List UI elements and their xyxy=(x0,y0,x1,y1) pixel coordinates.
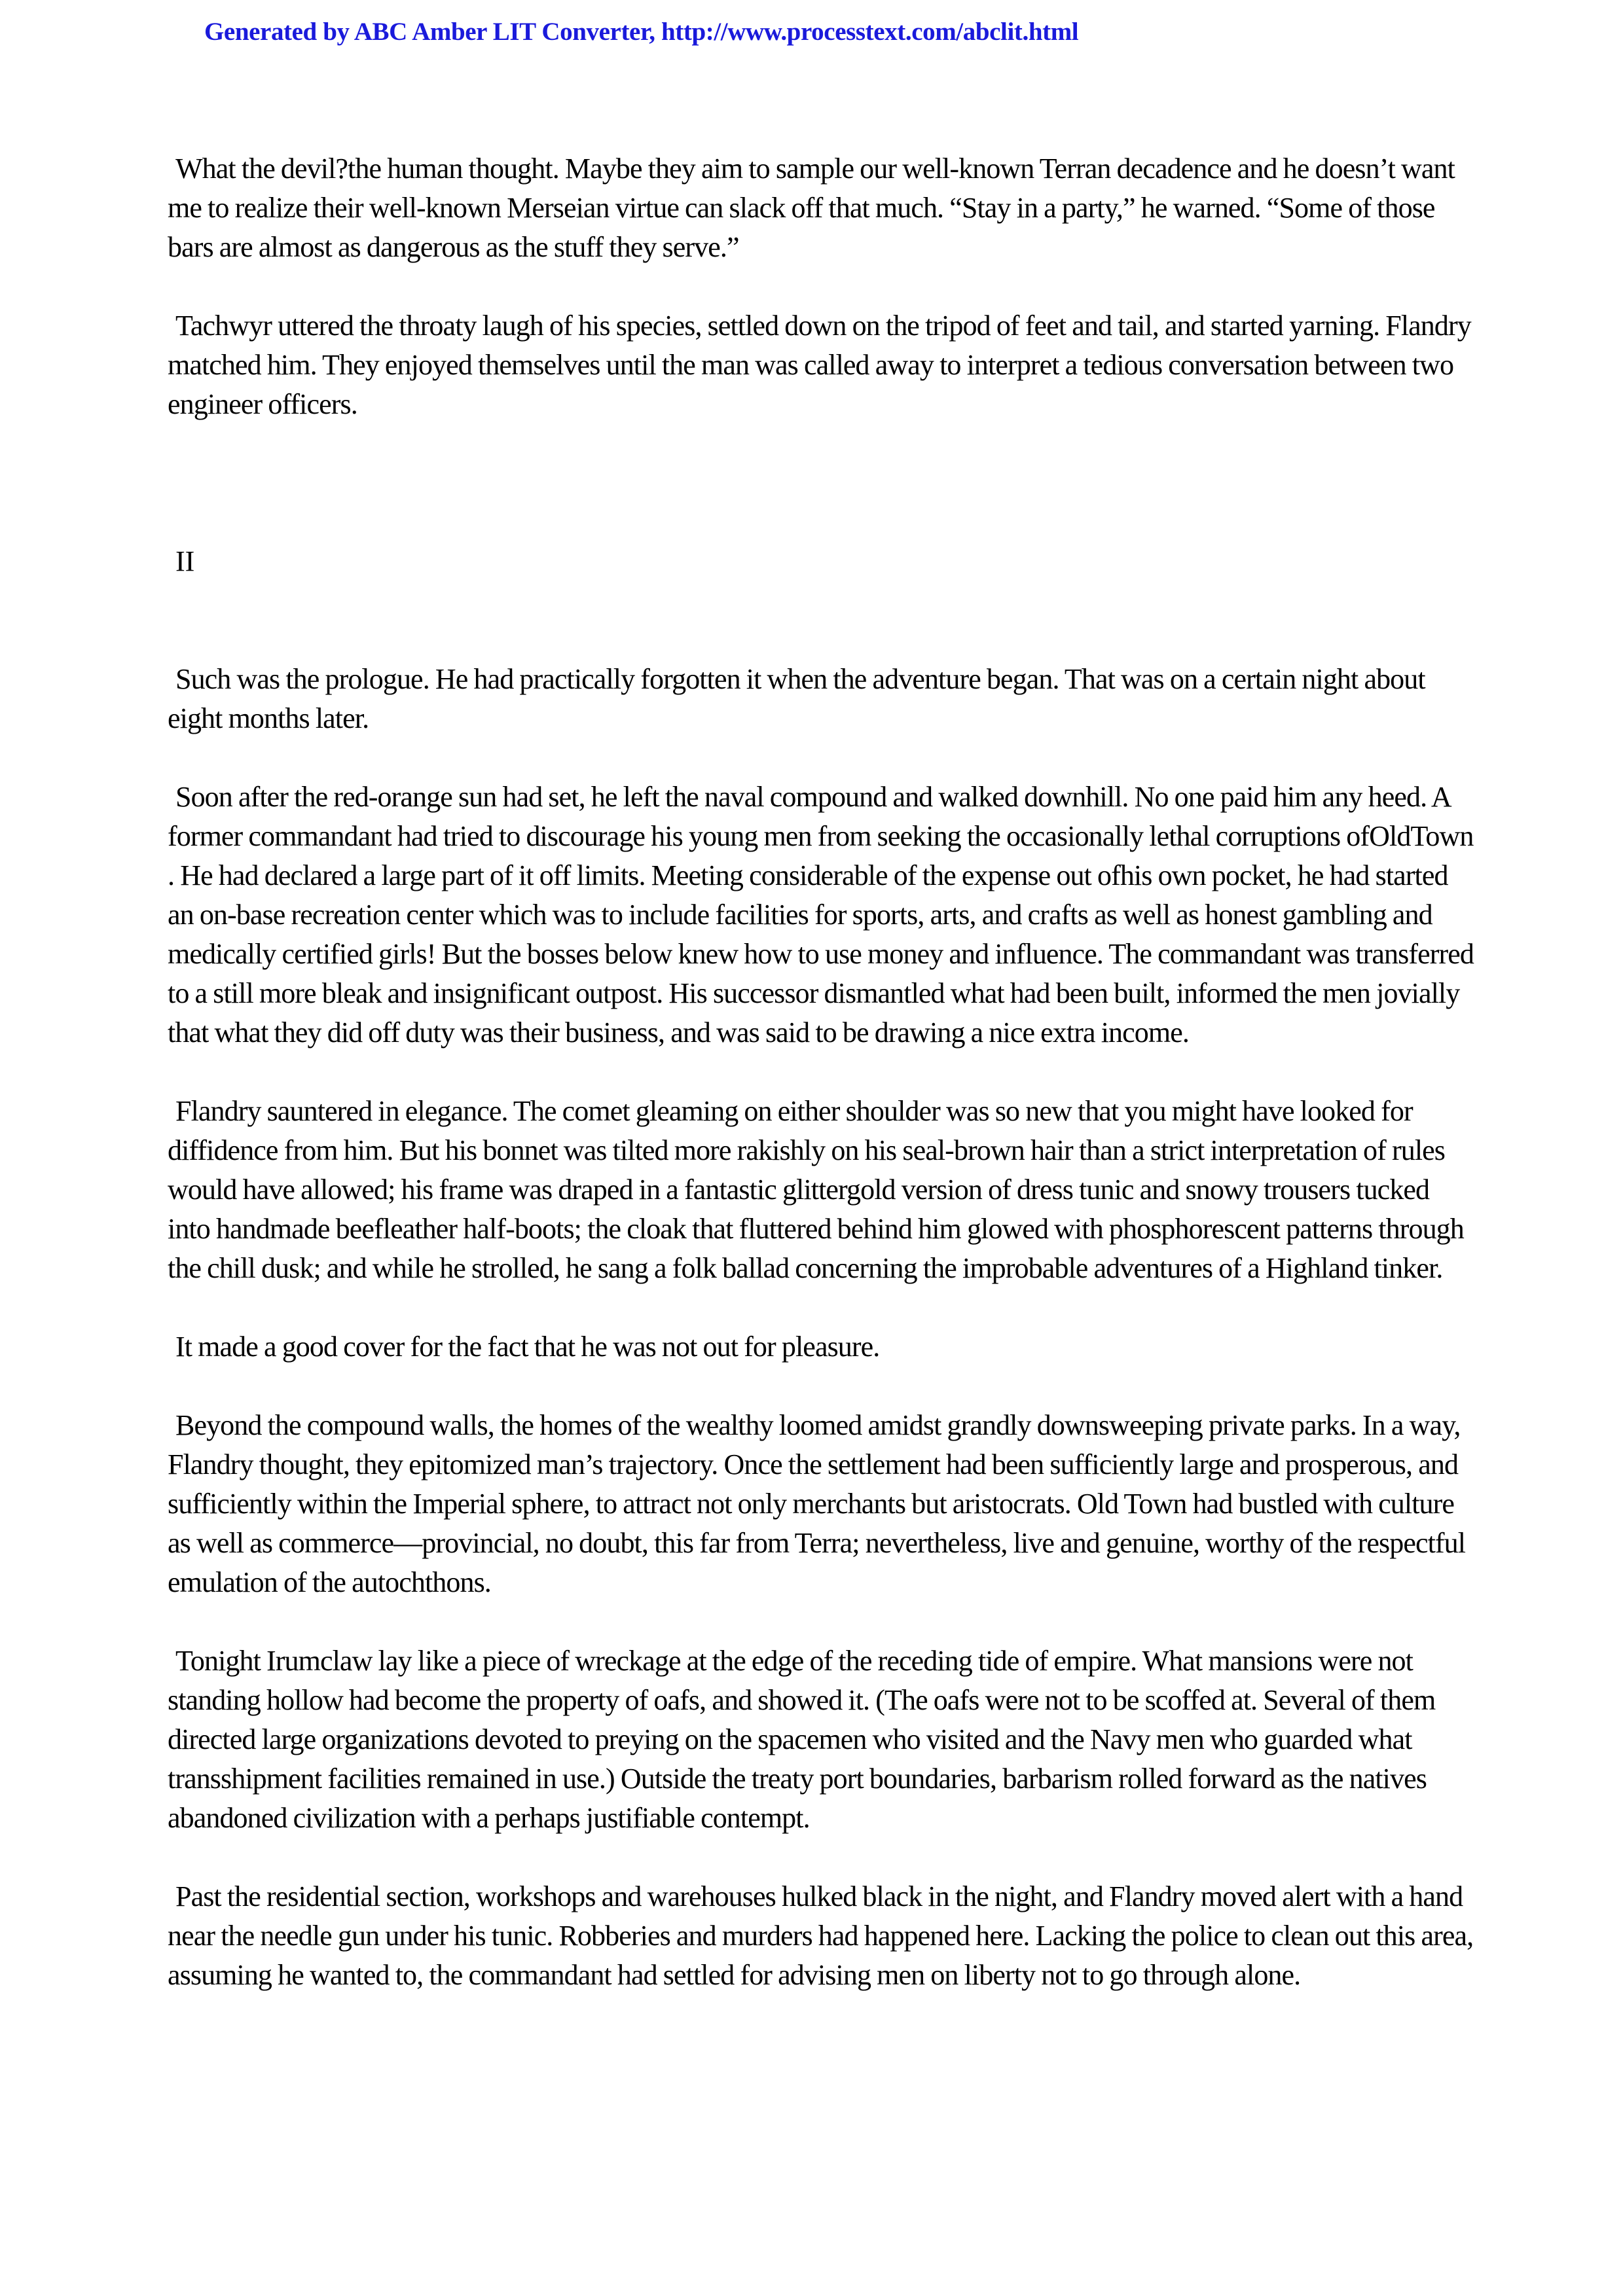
paragraph: What the devil?the human thought. Maybe they aim to sample our well-known Terran decadence and he doesn’t want me to realize their well-known Merseian virtue can slack off that much. “Stay in a party,” he warned. “Some of those bars are almost as dangerous as the stuff they serve.” xyxy=(168,152,1455,263)
paragraph: Beyond the compound walls, the homes of the wealthy loomed amidst grandly downsweeping private parks. In a way, Flandry thought, they epitomized man’s trajectory. Once the settlement had been sufficiently large and prosperous, and sufficiently within the Imperial sphere, to attract not only merchants but aristocrats. Old Town had bustled with culture as well as commerce—provincial, no doubt, this far from Terra; nevertheless, live and genuine, worthy of the respectful emulation of the autochthons. xyxy=(168,1409,1466,1598)
paragraph: Tonight Irumclaw lay like a piece of wreckage at the edge of the receding tide of empire. What mansions were not standing hollow had become the property of oafs, and showed it. (The oafs were not to be scoffed at. Several of them directed large organizations devoted to preying on the spacemen who visited and the Navy men who guarded what transshipment facilities remained in use.) Outside the treaty port boundaries, barbarism rolled forward as the natives abandoned civilization with a perhaps justifiable contempt. xyxy=(168,1645,1436,1834)
paragraph: Soon after the red-orange sun had set, he left the naval compound and walked downhill. No one paid him any heed. A former commandant had tried to discourage his young men from seeking the occasionally lethal corruptions ofOldTown . He had declared a large part of it off limits. Meeting considerable of the expense out ofhis own pocket, he had started an on-base recreation center which was to include facilities for sports, arts, and crafts as well as honest gambling and medically certified girls! But the bosses below knew how to use money and influence. The commandant was transferred to a still more bleak and insignificant outpost. His successor dismantled what had been built, informed the men jovially that what they did off duty was their business, and was said to be drawing a nice extra income. xyxy=(168,781,1474,1049)
document-body xyxy=(168,149,1477,2034)
paragraph: It made a good cover for the fact that he was not out for pleasure. xyxy=(175,1331,880,1363)
paragraph: Tachwyr uttered the throaty laugh of his species, settled down on the tripod of feet and tail, and started yarning. Flandry matched him. They enjoyed themselves until the man was called away to interpret a tedious conversation between two engineer officers. xyxy=(168,310,1471,420)
converter-banner: Generated by ABC Amber LIT Converter, http://www.processtext.com/abclit.html xyxy=(204,18,1079,46)
paragraph: Past the residential section, workshops and warehouses hulked black in the night, and Flandry moved alert with a hand near the needle gun under his tunic. Robberies and murders had happened here. Lacking the police to clean out this area, assuming he wanted to, the commandant had settled for advising men on liberty not to go through alone. xyxy=(168,1880,1474,1991)
spacer xyxy=(168,463,1477,542)
paragraph: Such was the prologue. He had practically forgotten it when the adventure began. That was on a certain night about eight months later. xyxy=(168,663,1425,734)
chapter-heading: II xyxy=(175,545,195,577)
spacer xyxy=(168,581,1477,660)
paragraph: Flandry sauntered in elegance. The comet gleaming on either shoulder was so new that you might have looked for diffidence from him. But his bonnet was tilted more rakishly on his seal-brown hair than a strict interpretation of rules would have allowed; his frame was draped in a fantastic glittergold version of dress tunic and snowy trousers tucked into handmade beefleather half-boots; the cloak that fluttered behind him glowed with phosphorescent patterns through the chill dusk; and while he strolled, he sang a folk ballad concerning the improbable adventures of a Highland tinker. xyxy=(168,1095,1464,1284)
